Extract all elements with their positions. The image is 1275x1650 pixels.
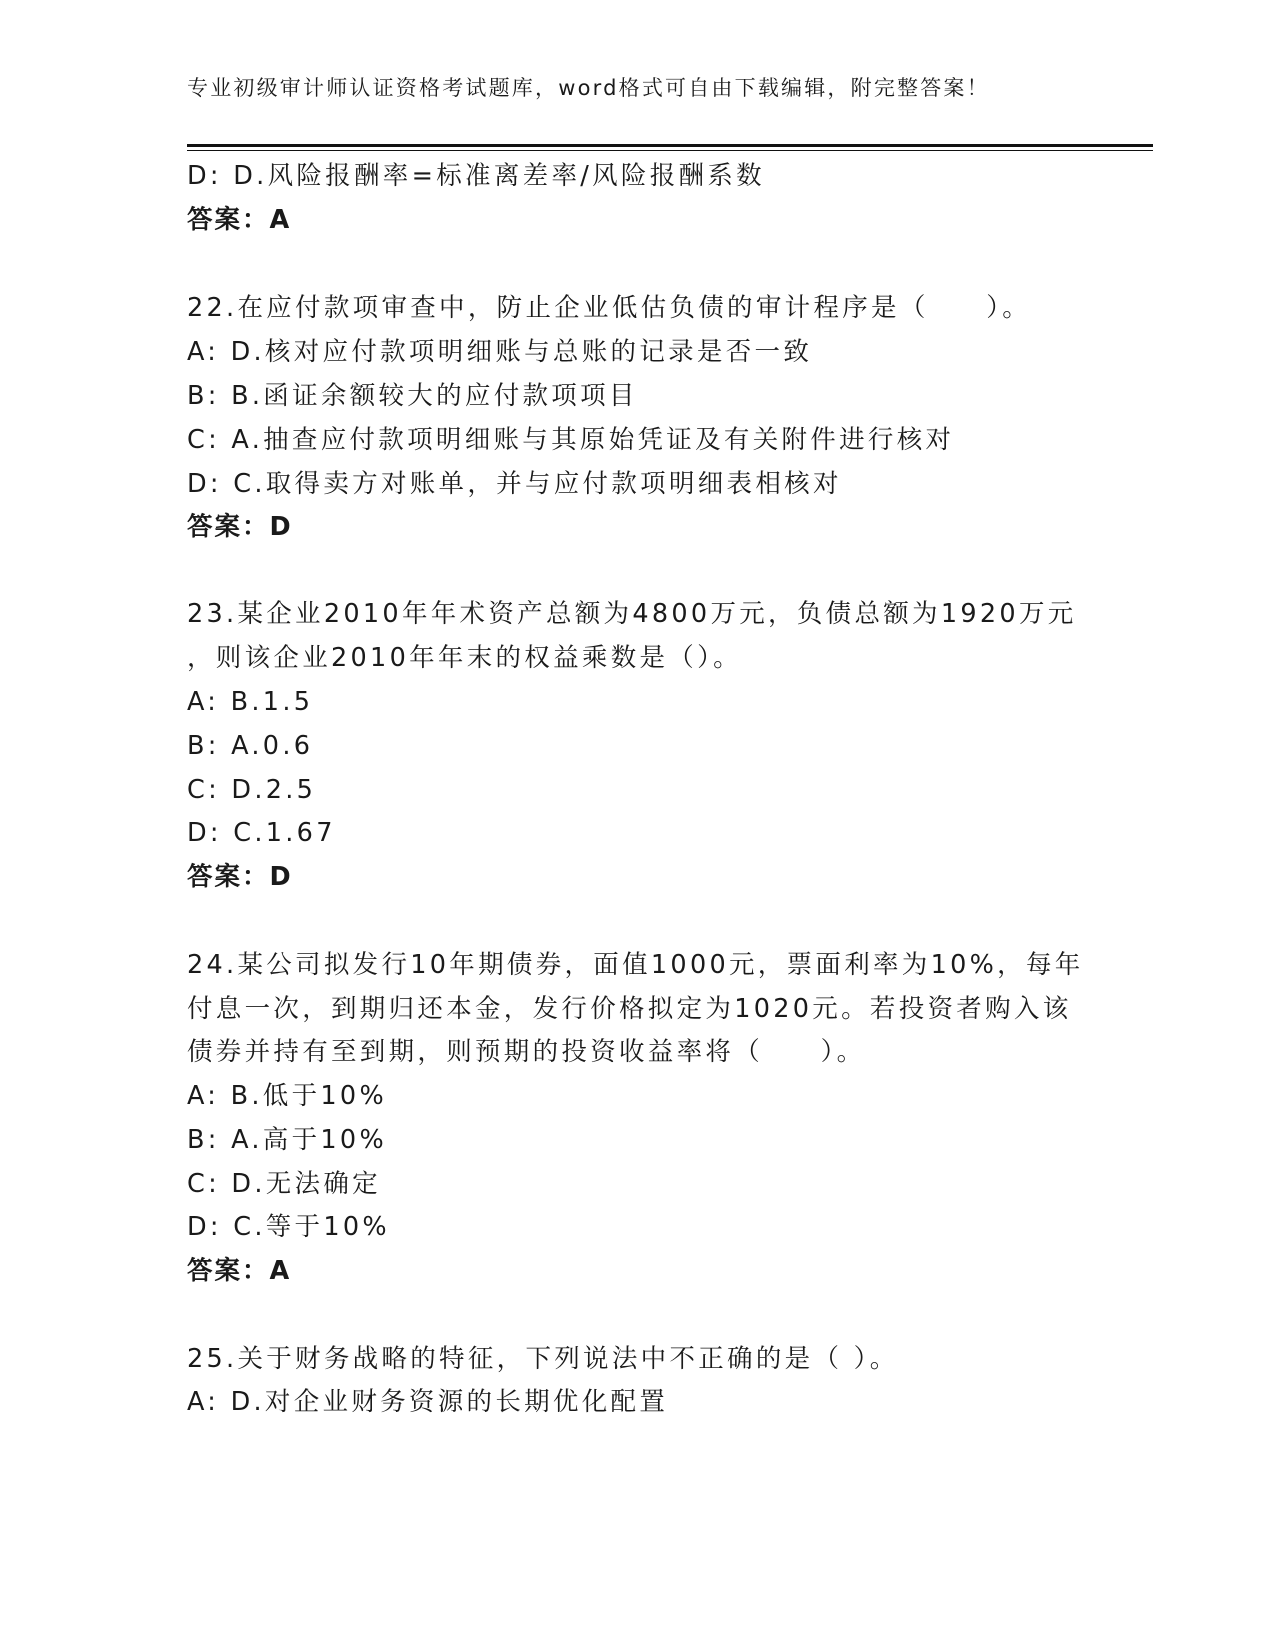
question-line: ，则该企业2010年年末的权益乘数是（）。 bbox=[187, 643, 742, 673]
answer-line: 答案：A bbox=[187, 1256, 292, 1286]
question-line: 25.关于财务战略的特征，下列说法中不正确的是（ ）。 bbox=[187, 1344, 899, 1374]
option-line: A: B.低于10% bbox=[187, 1081, 387, 1111]
header-rule-thin bbox=[187, 150, 1153, 151]
option-line: D: C.1.67 bbox=[187, 818, 336, 848]
option-line: B: A.高于10% bbox=[187, 1125, 387, 1155]
option-line: C: D.2.5 bbox=[187, 775, 317, 805]
header-rule-thick bbox=[187, 144, 1153, 147]
page-header: 专业初级审计师认证资格考试题库，word格式可自由下载编辑，附完整答案！ bbox=[187, 76, 990, 100]
option-line: D: C.等于10% bbox=[187, 1212, 390, 1242]
option-line: B: B.函证余额较大的应付款项项目 bbox=[187, 381, 638, 411]
option-line: A: D.对企业财务资源的长期优化配置 bbox=[187, 1387, 669, 1417]
question-line: 22.在应付款项审查中，防止企业低估负债的审计程序是（ ）。 bbox=[187, 293, 1032, 323]
question-line: 债券并持有至到期，则预期的投资收益率将（ ）。 bbox=[187, 1037, 866, 1067]
option-line: A: D.核对应付款项明细账与总账的记录是否一致 bbox=[187, 337, 813, 367]
question-line: 23.某企业2010年年术资产总额为4800万元，负债总额为1920万元 bbox=[187, 599, 1077, 629]
option-line: A: B.1.5 bbox=[187, 687, 314, 717]
question-line: 24.某公司拟发行10年期债券，面值1000元，票面利率为10%，每年 bbox=[187, 950, 1084, 980]
question-line: 付息一次，到期归还本金，发行价格拟定为1020元。若投资者购入该 bbox=[187, 994, 1072, 1024]
option-line: C: A.抽查应付款项明细账与其原始凭证及有关附件进行核对 bbox=[187, 425, 955, 455]
option-line: C: D.无法确定 bbox=[187, 1169, 381, 1199]
option-line: B: A.0.6 bbox=[187, 731, 314, 761]
answer-line: 答案：D bbox=[187, 862, 293, 892]
answer-line: 答案：D bbox=[187, 512, 293, 542]
option-line: D: C.取得卖方对账单，并与应付款项明细表相核对 bbox=[187, 469, 842, 499]
answer-line: 答案：A bbox=[187, 205, 292, 235]
option-line: D: D.风险报酬率=标准离差率/风险报酬系数 bbox=[187, 161, 765, 191]
